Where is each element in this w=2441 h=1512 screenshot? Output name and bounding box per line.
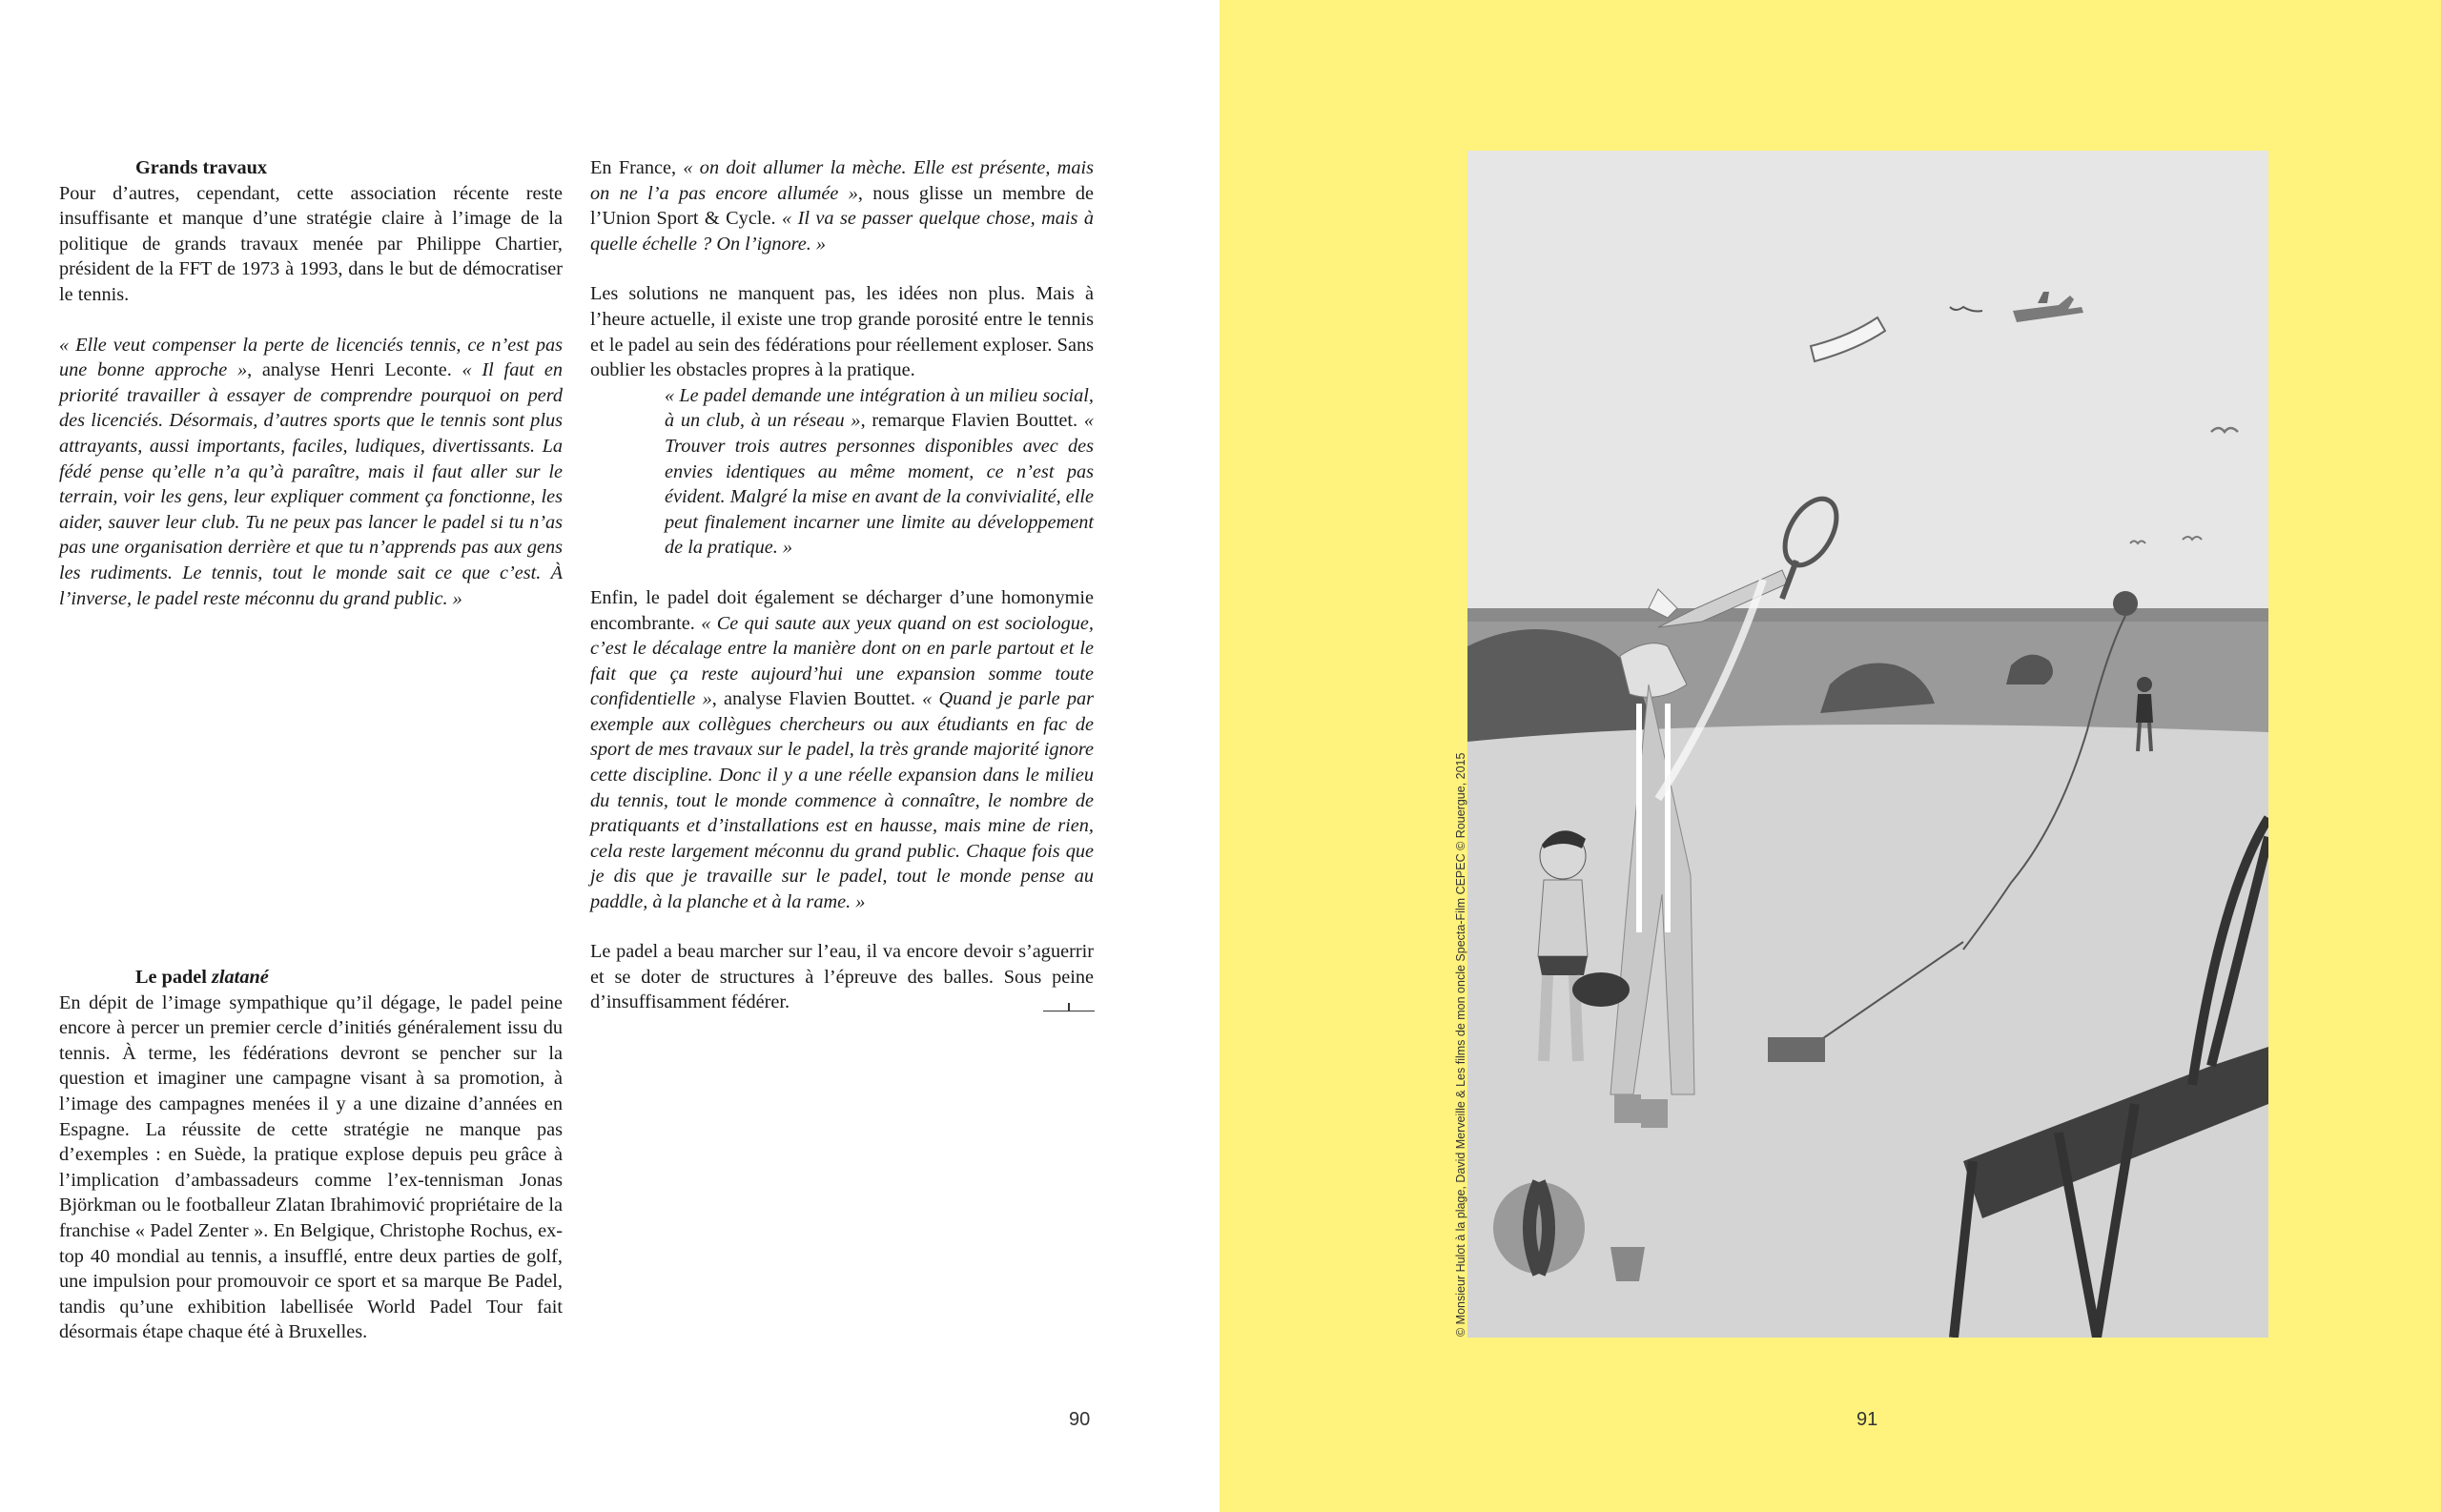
paragraph: En dépit de l’image sympathique qu’il dégage, le padel peine encore à percer un premier cercle d’initiés généralement issu du tennis. À terme, les fédérations devront se pencher sur la question et imaginer une campagne visant à sa promotion, à l’image des campagnes menées il y a une dizaine d’années en Espagne. La réussite de cette stratégie ne manque pas d’exemples : en Suède, la pratique explose depuis peu grâce à l’implication d’ambassadeurs comme l’ex-tennisman Jonas Björkman ou le footballeur Zlatan Ibrahimović propriétaire de la franchise « Padel Zenter ». En Belgique, Christophe Rochus, ex-top 40 mondial au tennis, a insufflé, entre deux parties de golf, une impulsion pour promouvoir ce sport et sa marque Be Padel, tandis qu’une exhibition labellisée World Padel Tour fait désormais étape chaque été à Bruxelles. [59,991,563,1343]
indented-paragraph [665,383,1094,561]
left-column [59,155,563,611]
illustration-credit: © Monsieur Hulot à la plage, David Merveille & Les films de mon oncle Specta-Film CEPEC © Rouergue, 2015 [1454,752,1467,1337]
text: , remarque Flavien Bouttet. [860,410,1084,432]
text: , analyse Flavien Bouttet. [711,688,923,710]
section-heading-padel-zlatane [59,965,563,991]
text: , analyse Henri Leconte. [247,359,462,381]
quote: « Le padel demande une intégration à un milieu social, à un club, à un réseau » [665,384,1094,432]
quote: « Quand je parle par exemple aux collègues chercheurs ou aux étudiants en fac de sport de mes travaux sur le padel, la très grande majorité ignore cette discipline. Donc il y a une réelle expansion dans le milieu du tennis, tout le monde commence à connaître, le nombre de pratiquants et d’installations est en hausse, mais mine de rien, cela reste largement méconnu du grand public. Chaque fois que je dis que je travaille sur le padel, tout le monde pense au paddle, à la planche et à la rame. » [590,688,1094,913]
text: Enfin, le padel doit également se décharger d’une homonymie encombrante. [590,586,1094,634]
paragraph: Les solutions ne manquent pas, les idées non plus. Mais à l’heure actuelle, il existe une trop grande porosité entre le tennis et le padel au sein des fédérations pour réellement exploser. Sans oublier les obstacles propres à la pratique. [590,283,1094,381]
beach-tennis-illustration [1467,151,2268,1338]
quote: « Trouver trois autres personnes disponibles avec des envies identiques au même moment, ce n’est pas évident. Malgré la mise en avant de la convivialité, elle peut finalement incarner une limite au développement de la pratique. » [665,410,1094,559]
closing-paragraph: Le padel a beau marcher sur l’eau, il va encore devoir s’aguerrir et se doter de structures à l’épreuve des balles. Sous peine d’insuffisamment fédérer. [590,941,1094,1013]
quote: « Il faut en priorité travailler à essayer de comprendre pourquoi on perd des licenciés. Désormais, d’autres sports que le tennis sont plus attrayants, aussi importants, faciles, ludiques, divertissants. La fédé pense qu’elle n’a qu’à paraître, mais il faut aller sur le terrain, voir les gens, leur expliquer comment ça fonctionne, les aider, sauver leur club. Tu ne peux pas lancer le padel si tu n’as pas une organisation derrière et que tu n’apprends pas aux gens les rudiments. Le tennis, tout le monde sait ce que c’est. À l’inverse, le padel reste méconnu du grand public. » [59,359,563,609]
text: , nous glisse un membre de l’Union Sport & Cycle. [590,182,1094,230]
paragraph: Pour d’autres, cependant, cette association récente reste insuffisante et manque d’une stratégie claire à l’image de la politique de grands travaux menée par Philippe Chartier, président de la FFT de 1973 à 1993, dans le but de démocratiser le tennis. [59,182,563,305]
quote: « Il va se passer quelque chose, mais à quelle échelle ? On l’ignore. » [590,208,1094,255]
page-number-left: 90 [1069,1409,1091,1430]
left-page [0,0,1220,1512]
heading-text-italic: zlatané [212,967,269,988]
right-column [590,155,1094,915]
end-of-article-mark [1043,1001,1095,1011]
quote: « on doit allumer la mèche. Elle est présente, mais on ne l’a pas encore allumée » [590,157,1094,204]
quote: « Elle veut compenser la perte de licenciés tennis, ce n’est pas une bonne approche » [59,334,563,381]
illustration-image [1467,151,2268,1338]
text: En France, [590,157,684,178]
beach-ball-icon [1493,1182,1585,1274]
paragraph [59,333,563,612]
heading-text: Le padel [135,967,213,988]
quote: « Ce qui saute aux yeux quand on est sociologue, c’est le décalage entre la manière dont on en parle partout et le fait que ça reste aujourd’hui une expansion somme toute confidentielle » [590,612,1094,710]
right-column-lower [590,939,1094,1015]
bucket-icon [1610,1247,1645,1281]
paragraph [590,155,1094,256]
paragraph [590,585,1094,915]
section-heading-grands-travaux: Grands travaux [135,157,268,178]
ball-icon [2113,591,2138,616]
page-number-right: 91 [1856,1409,1878,1430]
left-column-lower [59,965,563,1345]
